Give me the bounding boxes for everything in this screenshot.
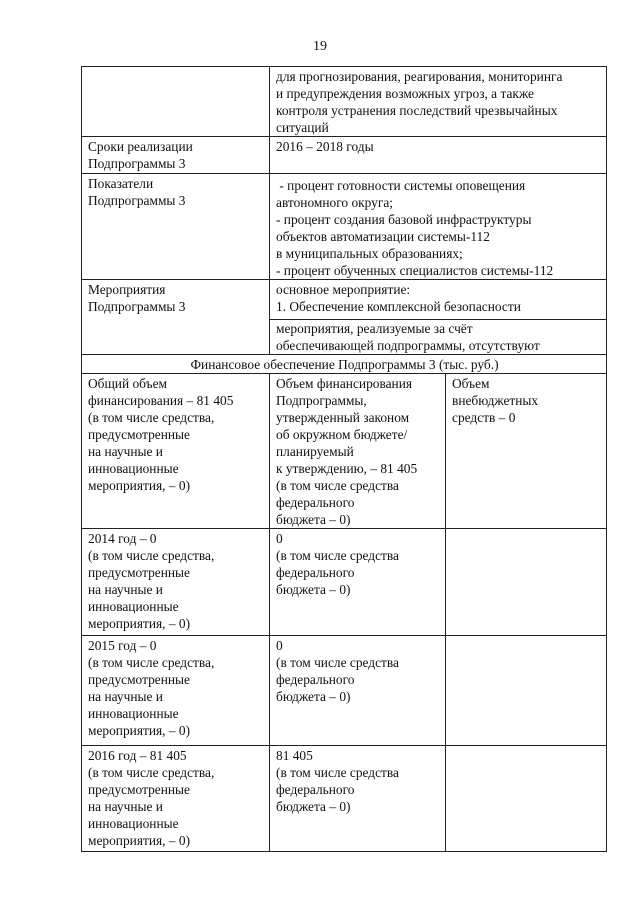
finance-line: об окружном бюджете/ (276, 427, 408, 442)
finance-line: (в том числе средства (276, 548, 399, 563)
finance-line: (в том числе средства, (88, 655, 215, 670)
finance-line: к утверждению, – 81 405 (276, 461, 418, 476)
finance-line: средств – 0 (452, 410, 516, 425)
finance-line: федерального (276, 782, 355, 797)
indicator-line: - процент готовности системы оповещения (276, 178, 526, 193)
indicators-value-cell (270, 174, 607, 280)
finance-header: Финансовое обеспечение Подпрограммы 3 (тыс. руб.) (82, 355, 607, 374)
text-line: ситуаций (276, 120, 329, 135)
indicator-line: объектов автоматизации системы-112 (276, 229, 490, 244)
finance-offbudget-cell (446, 374, 607, 529)
finance-line: финансирования – 81 405 (88, 393, 234, 408)
finance-line: 2014 год – 0 (88, 531, 157, 546)
text-line: контроля устранения последствий чрезвычайных (276, 103, 558, 118)
finance-year-cell (82, 746, 270, 852)
finance-line: инновационные (88, 599, 179, 614)
finance-line: предусмотренные (88, 672, 190, 687)
indicator-line: - процент обученных специалистов системы-112 (276, 263, 554, 278)
indicator-line: в муниципальных образованиях; (276, 246, 463, 261)
finance-line: (в том числе средства (276, 765, 399, 780)
indicator-line: - процент создания базовой инфраструктуры (276, 212, 532, 227)
measures-label: Мероприятия (88, 282, 166, 297)
terms-value-cell (270, 137, 607, 174)
finance-line: (в том числе средства, (88, 410, 215, 425)
measures-label: Подпрограммы 3 (88, 299, 186, 314)
finance-line: инновационные (88, 461, 179, 476)
row-measures (82, 280, 607, 355)
terms-label-cell (82, 137, 270, 174)
finance-line: Объем финансирования (276, 376, 413, 391)
row-terms (82, 137, 607, 174)
finance-line: на научные и (88, 582, 163, 597)
finance-line: Подпрограммы, (276, 393, 367, 408)
finance-line: 2016 год – 81 405 (88, 748, 187, 763)
finance-total-cell (82, 374, 270, 529)
finance-line: бюджета – 0) (276, 689, 351, 704)
finance-budget-cell (270, 529, 446, 636)
finance-row-2015 (82, 636, 607, 746)
finance-line: (в том числе средства (276, 478, 399, 493)
indicators-label: Показатели (88, 176, 154, 191)
measures-value-cell (270, 280, 607, 355)
passport-table (81, 66, 607, 852)
finance-line: 0 (276, 638, 283, 653)
finance-row-2014 (82, 529, 607, 636)
measure-line: 1. Обеспечение комплексной безопасности (276, 299, 521, 314)
finance-line: предусмотренные (88, 782, 190, 797)
finance-line: планируемый (276, 444, 354, 459)
finance-line: федерального (276, 565, 355, 580)
finance-line: мероприятия, – 0) (88, 723, 191, 738)
finance-line: бюджета – 0) (276, 512, 351, 527)
finance-year-cell (82, 636, 270, 746)
finance-budget-cell (270, 746, 446, 852)
finance-line: инновационные (88, 706, 179, 721)
indicators-label: Подпрограммы 3 (88, 193, 186, 208)
finance-line: (в том числе средства, (88, 765, 215, 780)
finance-line: федерального (276, 495, 355, 510)
finance-line: внебюджетных (452, 393, 539, 408)
row-top-value-cell (270, 67, 607, 137)
finance-line: (в том числе средства (276, 655, 399, 670)
finance-offbudget-cell (446, 636, 607, 746)
row-top-label-cell (82, 67, 270, 137)
finance-line: на научные и (88, 799, 163, 814)
finance-line: предусмотренные (88, 427, 190, 442)
finance-budget-cell (270, 636, 446, 746)
finance-budget-cell (270, 374, 446, 529)
finance-year-cell (82, 529, 270, 636)
finance-row-total (82, 374, 607, 529)
text-line: для прогнозирования, реагирования, мониторинга (276, 69, 563, 84)
finance-line: мероприятия, – 0) (88, 478, 191, 493)
finance-line: на научные и (88, 689, 163, 704)
row-top (82, 67, 607, 137)
measure-line: обеспечивающей подпрограммы, отсутствуют (276, 338, 540, 353)
finance-line: бюджета – 0) (276, 582, 351, 597)
page-number: 19 (313, 39, 327, 54)
indicators-label-cell (82, 174, 270, 280)
row-indicators (82, 174, 607, 280)
text-line: и предупреждения возможных угроз, а также (276, 86, 534, 101)
terms-label: Сроки реализации (88, 139, 193, 154)
finance-line: мероприятия, – 0) (88, 616, 191, 631)
finance-line: Общий объем (88, 376, 167, 391)
finance-line: (в том числе средства, (88, 548, 215, 563)
finance-offbudget-cell (446, 529, 607, 636)
finance-line: 2015 год – 0 (88, 638, 157, 653)
finance-line: предусмотренные (88, 565, 190, 580)
terms-label: Подпрограммы 3 (88, 156, 186, 171)
finance-header-row (82, 355, 607, 374)
measure-line: мероприятия, реализуемые за счёт (276, 321, 473, 336)
finance-offbudget-cell (446, 746, 607, 852)
finance-line: утвержденный законом (276, 410, 410, 425)
indicator-line: автономного округа; (276, 195, 394, 210)
finance-row-2016 (82, 746, 607, 852)
measures-subdivider (270, 319, 606, 354)
finance-line: федерального (276, 672, 355, 687)
finance-line: инновационные (88, 816, 179, 831)
terms-value: 2016 – 2018 годы (276, 139, 374, 154)
finance-line: мероприятия, – 0) (88, 833, 191, 848)
finance-line: Объем (452, 376, 490, 391)
finance-line: на научные и (88, 444, 163, 459)
measures-label-cell (82, 280, 270, 355)
finance-line: 0 (276, 531, 283, 546)
measure-line: основное мероприятие: (276, 282, 411, 297)
finance-line: 81 405 (276, 748, 313, 763)
finance-line: бюджета – 0) (276, 799, 351, 814)
